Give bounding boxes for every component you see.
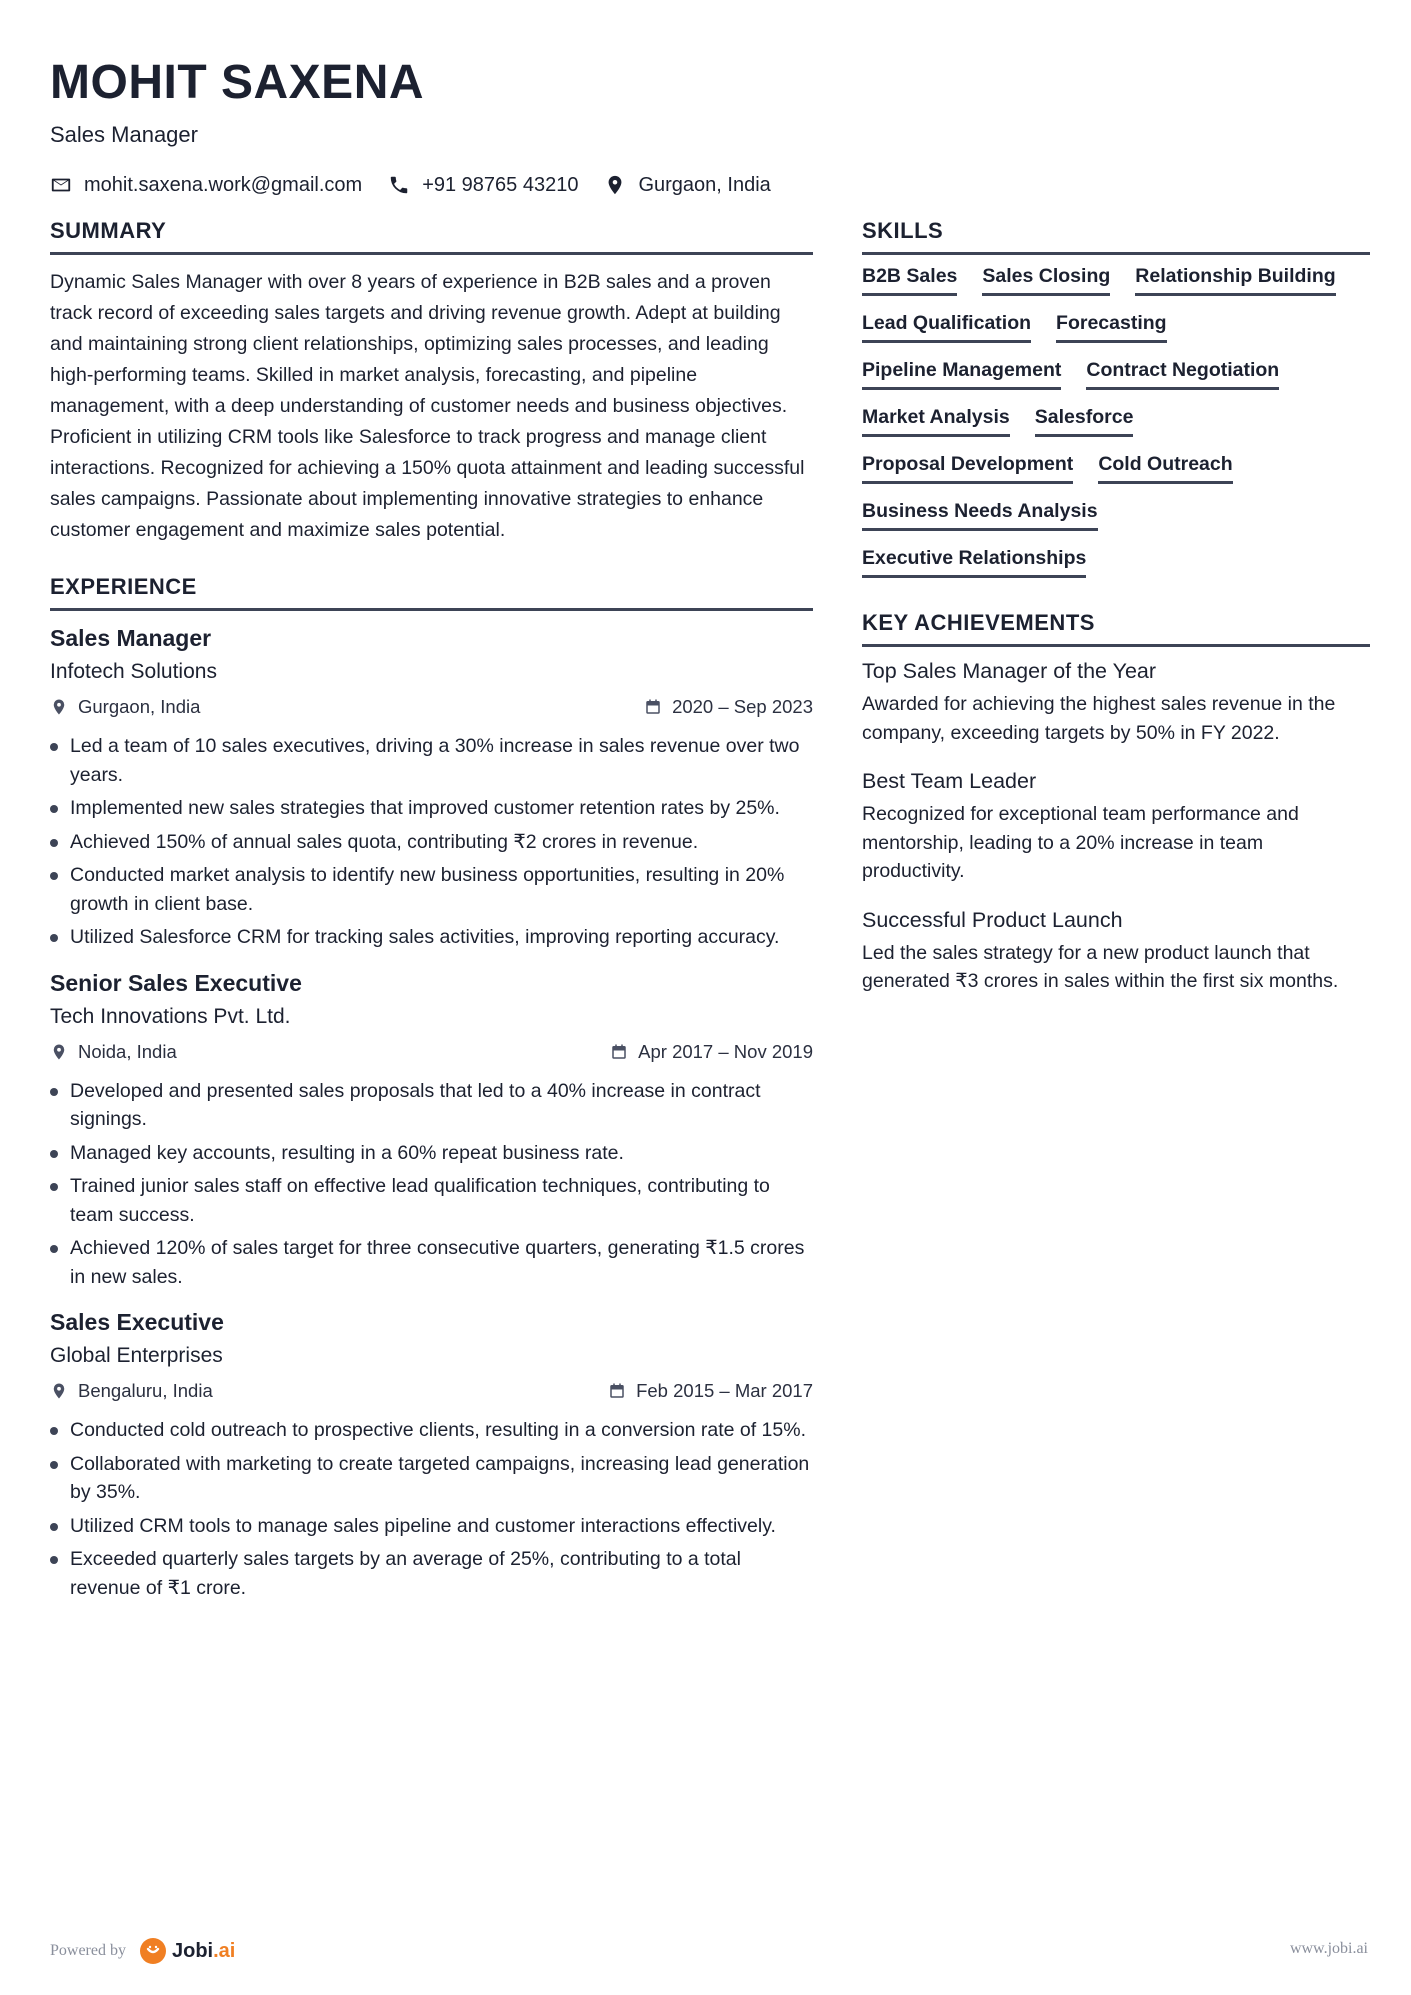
achievements-heading: KEY ACHIEVEMENTS: [862, 610, 1370, 647]
job-bullets: [50, 732, 813, 952]
candidate-title: Sales Manager: [50, 122, 198, 147]
skill-tag: Salesforce: [1035, 406, 1134, 437]
achievement-title: Top Sales Manager of the Year: [862, 659, 1157, 683]
job-company: Tech Innovations Pvt. Ltd.: [50, 1004, 291, 1028]
list-item: Conducted cold outreach to prospective clients, resulting in a conversion rate of 15%.: [50, 1416, 813, 1445]
list-item: Achieved 150% of annual sales quota, contributing ₹2 crores in revenue.: [50, 828, 813, 857]
job-title: Senior Sales Executive: [50, 969, 302, 996]
job-title: Sales Manager: [50, 625, 212, 651]
list-item: Exceeded quarterly sales targets by an average of 25%, contributing to a total revenue of ₹1 crore.: [50, 1545, 813, 1602]
phone-text: +91 98765 43210: [422, 173, 579, 196]
jobi-logo-icon: [140, 1938, 166, 1964]
powered-by-label: Powered by: [50, 1942, 126, 1959]
achievement-desc: Recognized for exceptional team performance and mentorship, leading to a 20% increase in team productivity.: [862, 803, 1299, 882]
location-pin-icon: [50, 1043, 68, 1061]
jobi-logo-suffix: .ai: [213, 1939, 236, 1962]
list-item: Collaborated with marketing to create targeted campaigns, increasing lead generation by 35%.: [50, 1450, 813, 1507]
job-dates: [608, 1380, 813, 1402]
skill-tag: Cold Outreach: [1098, 453, 1232, 484]
skill-tag: Market Analysis: [862, 406, 1010, 437]
job-dates: [644, 696, 813, 718]
job-bullets: [50, 1077, 813, 1292]
contact-phone[interactable]: [388, 174, 578, 197]
list-item: Trained junior sales staff on effective lead qualification techniques, contributing to team success.: [50, 1172, 813, 1229]
job-meta: [50, 1041, 813, 1063]
job-title: Sales Executive: [50, 1309, 224, 1335]
skills-list: [862, 265, 1370, 594]
skills-heading: SKILLS: [862, 218, 1370, 255]
skill-tag: B2B Sales: [862, 265, 957, 296]
location-pin-icon: [50, 1382, 68, 1400]
location-text: Gurgaon, India: [638, 173, 771, 196]
skill-tag: Executive Relationships: [862, 547, 1086, 578]
list-item: Utilized Salesforce CRM for tracking sales activities, improving reporting accuracy.: [50, 923, 813, 952]
skill-tag: Lead Qualification: [862, 312, 1031, 343]
achievement-desc: Awarded for achieving the highest sales revenue in the company, exceeding targets by 50% in FY 2022.: [862, 693, 1336, 744]
skill-tag: Proposal Development: [862, 453, 1073, 484]
list-item: Managed key accounts, resulting in a 60% repeat business rate.: [50, 1139, 813, 1168]
summary-heading: SUMMARY: [50, 218, 813, 255]
job-location-text: Gurgaon, India: [78, 696, 201, 717]
job-location: [50, 696, 200, 718]
candidate-name: MOHIT SAXENA: [50, 56, 425, 109]
location-pin-icon: [50, 698, 68, 716]
job-bullets: [50, 1416, 813, 1602]
footer-website-link[interactable]: www.jobi.ai: [1289, 1940, 1368, 1957]
achievement-title: Best Team Leader: [862, 769, 1037, 793]
contact-location: [604, 174, 770, 197]
summary-section: [50, 218, 813, 546]
skill-tag: Forecasting: [1056, 312, 1167, 343]
contact-email[interactable]: [50, 174, 362, 197]
list-item: Conducted market analysis to identify new business opportunities, resulting in 20% growth in client base.: [50, 861, 813, 918]
left-column: [50, 218, 813, 1607]
job-entry: [50, 625, 813, 952]
skill-tag: Relationship Building: [1135, 265, 1335, 296]
job-meta: [50, 696, 813, 718]
achievement-title: Successful Product Launch: [862, 907, 1123, 932]
calendar-icon: [610, 1043, 628, 1061]
list-item: Developed and presented sales proposals that led to a 40% increase in contract signings.: [50, 1077, 813, 1134]
achievement-item: [862, 908, 1370, 996]
achievement-desc: Led the sales strategy for a new product launch that generated ₹3 crores in sales within the first six months.: [862, 941, 1339, 992]
jobi-logo[interactable]: [140, 1938, 235, 1964]
phone-icon: [388, 174, 410, 196]
job-entry: [50, 970, 813, 1292]
jobi-logo-text: Jobi: [171, 1939, 214, 1962]
email-text: mohit.saxena.work@gmail.com: [84, 173, 363, 196]
job-dates: [610, 1041, 813, 1063]
job-company: Infotech Solutions: [50, 660, 217, 683]
job-entry: [50, 1309, 813, 1602]
list-item: Achieved 120% of sales target for three consecutive quarters, generating ₹1.5 crores in new sales.: [50, 1234, 813, 1291]
job-location-text: Noida, India: [78, 1040, 177, 1062]
experience-heading: EXPERIENCE: [50, 574, 813, 611]
list-item: Utilized CRM tools to manage sales pipeline and customer interactions effectively.: [50, 1512, 813, 1541]
location-pin-icon: [604, 174, 626, 196]
job-company: Global Enterprises: [50, 1344, 223, 1367]
list-item: Led a team of 10 sales executives, driving a 30% increase in sales revenue over two years.: [50, 732, 813, 789]
skill-tag: Business Needs Analysis: [862, 500, 1098, 531]
achievements-section: [862, 610, 1370, 996]
contact-row: [50, 170, 797, 200]
calendar-icon: [644, 698, 662, 716]
skill-tag: Contract Negotiation: [1086, 359, 1279, 390]
resume-page: [50, 0, 1370, 1995]
skill-tag: Pipeline Management: [862, 359, 1061, 390]
experience-section: [50, 574, 813, 1602]
right-column: [862, 218, 1370, 996]
list-item: Implemented new sales strategies that improved customer retention rates by 25%.: [50, 794, 813, 823]
achievement-item: [862, 659, 1370, 747]
summary-text: Dynamic Sales Manager with over 8 years of experience in B2B sales and a proven track record of exceeding sales targets and driving revenue growth. Adept at building and maintaining strong client relationships, optimizing sales processes, and leading high-performing teams. Skilled in market analysis, forecasting, and pipeline management, with a deep understanding of customer needs and business objectives. Proficient in utilizing CRM tools like Salesforce to track progress and manage client interactions. Recognized for achieving a 150% quota attainment and leading successful sales campaigns. Passionate about implementing innovative strategies to enhance customer engagement and maximize sales potential.: [50, 271, 805, 541]
achievement-item: [862, 769, 1370, 886]
skills-section: [862, 218, 1370, 594]
job-dates-text: Feb 2015 – Mar 2017: [636, 1380, 813, 1401]
job-location: [50, 1380, 213, 1402]
job-location-text: Bengaluru, India: [78, 1380, 213, 1401]
envelope-icon: [50, 174, 72, 196]
job-dates-text: Apr 2017 – Nov 2019: [638, 1040, 813, 1062]
skill-tag: Sales Closing: [982, 265, 1110, 296]
footer-branding: [50, 1938, 235, 1964]
job-location: [50, 1041, 177, 1063]
job-dates-text: 2020 – Sep 2023: [672, 696, 813, 717]
job-meta: [50, 1380, 813, 1402]
calendar-icon: [608, 1382, 626, 1400]
